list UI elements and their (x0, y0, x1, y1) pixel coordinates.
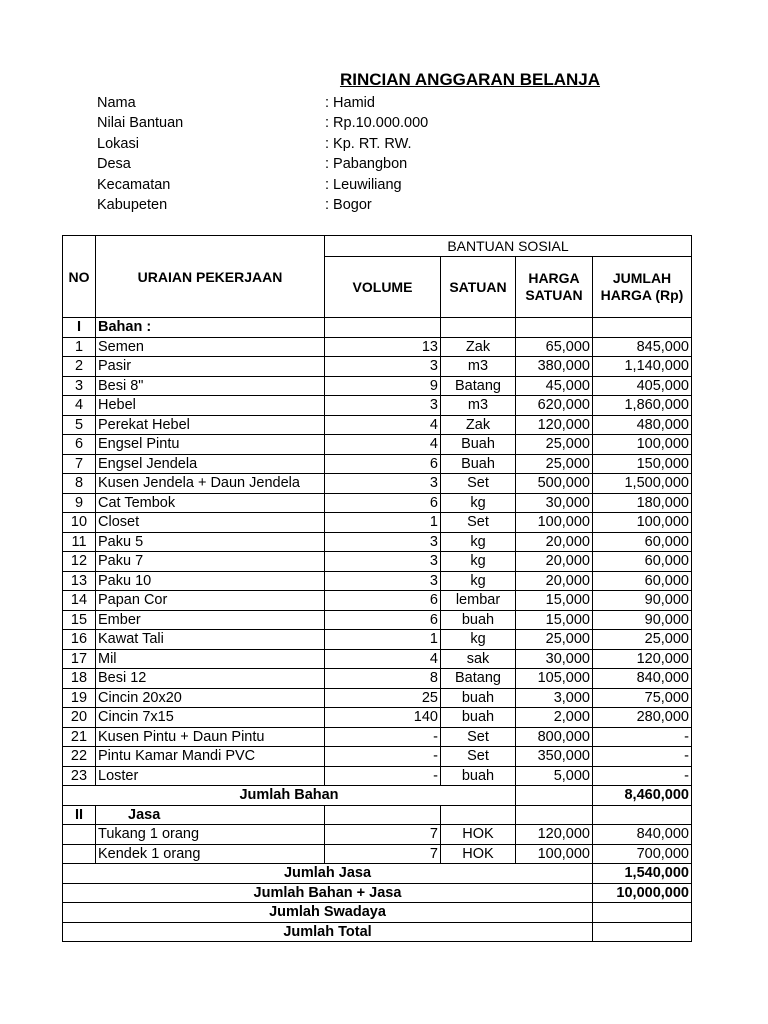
row-no: 18 (63, 669, 96, 689)
info-label: Nama (97, 95, 136, 111)
total-row-bahan (63, 786, 692, 806)
row-volume: 3 (325, 357, 441, 377)
row-satuan: kg (441, 571, 516, 591)
row-item: Besi 8" (96, 376, 325, 396)
row-jumlah: 405,000 (593, 376, 692, 396)
row-jumlah: 480,000 (593, 415, 692, 435)
row-item: Semen (96, 337, 325, 357)
row-satuan: Batang (441, 669, 516, 689)
row-volume: 1 (325, 513, 441, 533)
row-volume: 3 (325, 396, 441, 416)
row-satuan: kg (441, 493, 516, 513)
row-volume: 4 (325, 649, 441, 669)
row-harga: 25,000 (516, 630, 593, 650)
row-volume: 3 (325, 532, 441, 552)
row-harga: 620,000 (516, 396, 593, 416)
row-no: 20 (63, 708, 96, 728)
table-row (63, 396, 692, 416)
row-volume: - (325, 747, 441, 767)
row-no: 9 (63, 493, 96, 513)
row-satuan: Set (441, 747, 516, 767)
row-harga: 15,000 (516, 610, 593, 630)
budget-table (62, 235, 692, 942)
row-satuan: kg (441, 552, 516, 572)
info-label: Kecamatan (97, 176, 171, 193)
row-item: Pasir (96, 357, 325, 377)
row-volume: - (325, 766, 441, 786)
row-satuan: sak (441, 649, 516, 669)
row-no: 22 (63, 747, 96, 767)
row-item: Engsel Jendela (96, 454, 325, 474)
row-item: Mil (96, 649, 325, 669)
total-label: Jumlah Swadaya (63, 903, 593, 923)
row-jumlah: 100,000 (593, 513, 692, 533)
row-satuan: Batang (441, 376, 516, 396)
row-volume: 6 (325, 591, 441, 611)
row-no: 21 (63, 727, 96, 747)
total-label: Jumlah Jasa (63, 864, 593, 884)
total-label: Jumlah Bahan + Jasa (63, 883, 593, 903)
total-row-swadaya (63, 903, 692, 923)
row-no: 15 (63, 610, 96, 630)
row-satuan: Set (441, 727, 516, 747)
info-label: Lokasi (97, 135, 139, 152)
row-volume: 9 (325, 376, 441, 396)
row-no: 23 (63, 766, 96, 786)
row-no: 7 (63, 454, 96, 474)
info-row (97, 93, 428, 113)
row-no: 8 (63, 474, 96, 494)
row-jumlah: 1,140,000 (593, 357, 692, 377)
total-value (593, 903, 692, 923)
row-satuan: buah (441, 766, 516, 786)
row-no: 6 (63, 435, 96, 455)
info-row (97, 154, 428, 174)
row-jumlah: 180,000 (593, 493, 692, 513)
table-row (63, 669, 692, 689)
row-volume: 6 (325, 454, 441, 474)
info-value: : Leuwiliang (325, 176, 402, 193)
row-no: 1 (63, 337, 96, 357)
row-jumlah: 1,860,000 (593, 396, 692, 416)
row-jumlah: 150,000 (593, 454, 692, 474)
row-item: Paku 7 (96, 552, 325, 572)
info-value: : Hamid (325, 95, 375, 111)
row-item: Kusen Pintu + Daun Pintu (96, 727, 325, 747)
row-no: 12 (63, 552, 96, 572)
header-satuan: SATUAN (441, 257, 516, 318)
table-row (63, 708, 692, 728)
row-harga: 350,000 (516, 747, 593, 767)
table-row (63, 727, 692, 747)
row-item: Paku 10 (96, 571, 325, 591)
row-harga: 15,000 (516, 591, 593, 611)
row-satuan: HOK (441, 844, 516, 864)
row-no: 13 (63, 571, 96, 591)
row-volume: 3 (325, 552, 441, 572)
row-harga: 30,000 (516, 493, 593, 513)
row-item: Paku 5 (96, 532, 325, 552)
table-row (63, 825, 692, 845)
row-satuan: Buah (441, 454, 516, 474)
row-harga: 3,000 (516, 688, 593, 708)
row-no (63, 844, 96, 864)
row-item: Pintu Kamar Mandi PVC (96, 747, 325, 767)
row-jumlah: 100,000 (593, 435, 692, 455)
table-row (63, 571, 692, 591)
table-row (63, 474, 692, 494)
info-value: : Rp.10.000.000 (325, 115, 429, 132)
row-jumlah: - (593, 747, 692, 767)
row-item: Papan Cor (96, 591, 325, 611)
table-row (63, 513, 692, 533)
header-jumlah-harga: JUMLAH HARGA (Rp) (593, 257, 692, 318)
row-satuan: Set (441, 474, 516, 494)
row-harga: 65,000 (516, 337, 593, 357)
row-volume: 3 (325, 474, 441, 494)
info-block (97, 93, 428, 215)
table-row (63, 591, 692, 611)
row-volume: 8 (325, 669, 441, 689)
table-row (63, 532, 692, 552)
row-harga: 20,000 (516, 571, 593, 591)
row-no (63, 825, 96, 845)
row-item: Engsel Pintu (96, 435, 325, 455)
row-jumlah: - (593, 727, 692, 747)
row-item: Kendek 1 orang (96, 844, 325, 864)
row-harga: 800,000 (516, 727, 593, 747)
row-harga: 5,000 (516, 766, 593, 786)
row-harga: 380,000 (516, 357, 593, 377)
row-volume: 4 (325, 415, 441, 435)
row-jumlah: 75,000 (593, 688, 692, 708)
row-no: 19 (63, 688, 96, 708)
row-harga: 105,000 (516, 669, 593, 689)
row-volume: 6 (325, 493, 441, 513)
row-volume: 7 (325, 844, 441, 864)
header-uraian: URAIAN PEKERJAAN (96, 236, 325, 318)
row-volume: 1 (325, 630, 441, 650)
table-row (63, 376, 692, 396)
row-no: 10 (63, 513, 96, 533)
info-row (97, 195, 428, 215)
row-satuan: buah (441, 610, 516, 630)
total-value: 1,540,000 (593, 864, 692, 884)
total-value: 10,000,000 (593, 883, 692, 903)
row-harga: 20,000 (516, 532, 593, 552)
row-satuan: Set (441, 513, 516, 533)
table-row (63, 747, 692, 767)
row-item: Kawat Tali (96, 630, 325, 650)
row-harga: 25,000 (516, 435, 593, 455)
row-item: Hebel (96, 396, 325, 416)
row-volume: 4 (325, 435, 441, 455)
table-row (63, 688, 692, 708)
row-harga: 2,000 (516, 708, 593, 728)
row-jumlah: - (593, 766, 692, 786)
row-item: Cincin 7x15 (96, 708, 325, 728)
row-item: Ember (96, 610, 325, 630)
row-jumlah: 90,000 (593, 591, 692, 611)
row-volume: 6 (325, 610, 441, 630)
row-jumlah: 60,000 (593, 552, 692, 572)
info-value: : Bogor (325, 196, 372, 213)
header-volume: VOLUME (325, 257, 441, 318)
row-item: Closet (96, 513, 325, 533)
row-jumlah: 25,000 (593, 630, 692, 650)
row-no: 4 (63, 396, 96, 416)
row-satuan: buah (441, 708, 516, 728)
row-item: Cat Tembok (96, 493, 325, 513)
total-row-total (63, 922, 692, 942)
row-no: 3 (63, 376, 96, 396)
table-row (63, 493, 692, 513)
row-harga: 120,000 (516, 825, 593, 845)
info-label: Kabupeten (97, 196, 168, 213)
table-row (63, 649, 692, 669)
row-jumlah: 60,000 (593, 571, 692, 591)
row-jumlah: 1,500,000 (593, 474, 692, 494)
table-row (63, 610, 692, 630)
row-harga: 45,000 (516, 376, 593, 396)
row-harga: 30,000 (516, 649, 593, 669)
row-no: 14 (63, 591, 96, 611)
row-item: Besi 12 (96, 669, 325, 689)
row-satuan: buah (441, 688, 516, 708)
row-no: 2 (63, 357, 96, 377)
header-harga-satuan: HARGA SATUAN (516, 257, 593, 318)
row-satuan: m3 (441, 396, 516, 416)
table-row (63, 415, 692, 435)
document-title: RINCIAN ANGGARAN BELANJA (339, 70, 601, 89)
total-value: 8,460,000 (593, 786, 692, 806)
info-row (97, 134, 428, 154)
row-volume: 25 (325, 688, 441, 708)
row-no: 17 (63, 649, 96, 669)
table-row (63, 454, 692, 474)
table-row (63, 766, 692, 786)
row-satuan: kg (441, 532, 516, 552)
row-satuan: Zak (441, 415, 516, 435)
row-harga: 500,000 (516, 474, 593, 494)
section-row-bahan: I Bahan : (63, 318, 692, 338)
row-jumlah: 280,000 (593, 708, 692, 728)
row-no: 11 (63, 532, 96, 552)
row-volume: 3 (325, 571, 441, 591)
row-satuan: m3 (441, 357, 516, 377)
info-row (97, 175, 428, 195)
row-no: 16 (63, 630, 96, 650)
table-row (63, 844, 692, 864)
row-harga: 25,000 (516, 454, 593, 474)
table-row (63, 337, 692, 357)
info-label: Nilai Bantuan (97, 115, 184, 132)
row-item: Kusen Jendela + Daun Jendela (96, 474, 325, 494)
row-satuan: kg (441, 630, 516, 650)
total-row-jasa (63, 864, 692, 884)
row-harga: 100,000 (516, 513, 593, 533)
row-no: 5 (63, 415, 96, 435)
row-jumlah: 90,000 (593, 610, 692, 630)
row-harga: 20,000 (516, 552, 593, 572)
table-row (63, 357, 692, 377)
info-value: : Pabangbon (325, 156, 408, 173)
table-row (63, 552, 692, 572)
info-row (97, 113, 428, 133)
row-satuan: Zak (441, 337, 516, 357)
row-satuan: lembar (441, 591, 516, 611)
table-row (63, 630, 692, 650)
row-volume: 140 (325, 708, 441, 728)
row-item: Cincin 20x20 (96, 688, 325, 708)
row-jumlah: 840,000 (593, 825, 692, 845)
row-volume: 13 (325, 337, 441, 357)
row-harga: 100,000 (516, 844, 593, 864)
total-label: Jumlah Total (63, 922, 593, 942)
row-jumlah: 840,000 (593, 669, 692, 689)
row-satuan: HOK (441, 825, 516, 845)
total-row-bahan-jasa (63, 883, 692, 903)
info-label: Desa (97, 156, 131, 173)
total-value (593, 922, 692, 942)
table-row (63, 435, 692, 455)
header-bantuan-sosial: BANTUAN SOSIAL (325, 236, 692, 257)
row-volume: 7 (325, 825, 441, 845)
total-label: Jumlah Bahan (63, 786, 516, 806)
row-satuan: Buah (441, 435, 516, 455)
row-jumlah: 120,000 (593, 649, 692, 669)
info-value: : Kp. RT. RW. (325, 135, 412, 152)
row-jumlah: 60,000 (593, 532, 692, 552)
row-harga: 120,000 (516, 415, 593, 435)
row-jumlah: 700,000 (593, 844, 692, 864)
row-item: Perekat Hebel (96, 415, 325, 435)
row-volume: - (325, 727, 441, 747)
row-item: Tukang 1 orang (96, 825, 325, 845)
row-item: Loster (96, 766, 325, 786)
section-row-jasa: II Jasa (63, 805, 692, 825)
header-no: NO (63, 236, 96, 318)
row-jumlah: 845,000 (593, 337, 692, 357)
